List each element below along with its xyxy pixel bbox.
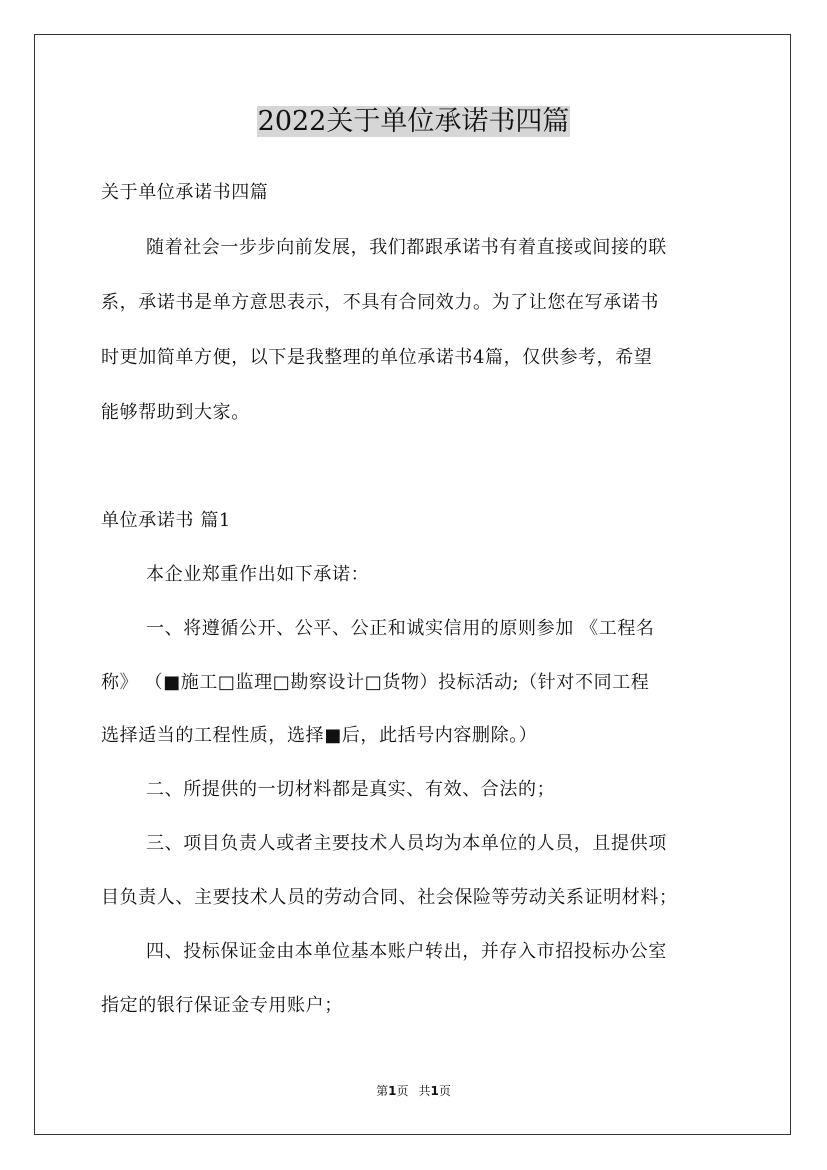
footer-total-prefix: 共: [418, 1084, 431, 1098]
footer-total-suffix: 页: [438, 1084, 451, 1098]
footer-total-number: 1: [430, 1084, 439, 1098]
intro-line-1: 随着社会一步步向前发展，我们都跟承诺书有着直接或间接的联: [146, 237, 667, 258]
intro-line-4: 能够帮助到大家。: [101, 402, 250, 423]
body-line-3: 称》 （■施工□监理□勘察设计□货物）投标活动;（针对不同工程: [101, 672, 650, 693]
body-line-1: 本企业郑重作出如下承诺：: [146, 564, 370, 585]
page-footer: [0, 1082, 827, 1100]
section-heading: 单位承诺书 篇1: [101, 510, 231, 531]
body-line-5: 二、所提供的一切材料都是真实、有效、合法的；: [146, 779, 556, 800]
document-title: [0, 102, 827, 142]
body-line-2: 一、将遵循公开、公平、公正和诚实信用的原则参加 《工程名: [146, 618, 655, 639]
footer-page-prefix: 第: [376, 1084, 389, 1098]
body-line-8: 四、投标保证金由本单位基本账户转出，并存入市招投标办公室: [146, 941, 667, 962]
intro-line-3: 时更加简单方便，以下是我整理的单位承诺书4篇，仅供参考，希望: [101, 347, 653, 368]
footer-page-suffix: 页: [396, 1084, 409, 1098]
footer-page-number: 1: [388, 1084, 397, 1098]
body-line-4: 选择适当的工程性质，选择■后，此括号内容删除。）: [101, 725, 538, 746]
subtitle: 关于单位承诺书四篇: [101, 182, 269, 203]
body-line-7: 目负责人、主要技术人员的劳动合同、社会保险等劳动关系证明材料；: [101, 887, 678, 908]
document-title-text: 2022关于单位承诺书四篇: [257, 106, 570, 137]
intro-line-2: 系，承诺书是单方意思表示，不具有合同效力。为了让您在写承诺书: [101, 292, 659, 313]
body-line-6: 三、项目负责人或者主要技术人员均为本单位的人员，且提供项: [146, 833, 667, 854]
body-line-9: 指定的银行保证金专用账户；: [101, 995, 343, 1016]
